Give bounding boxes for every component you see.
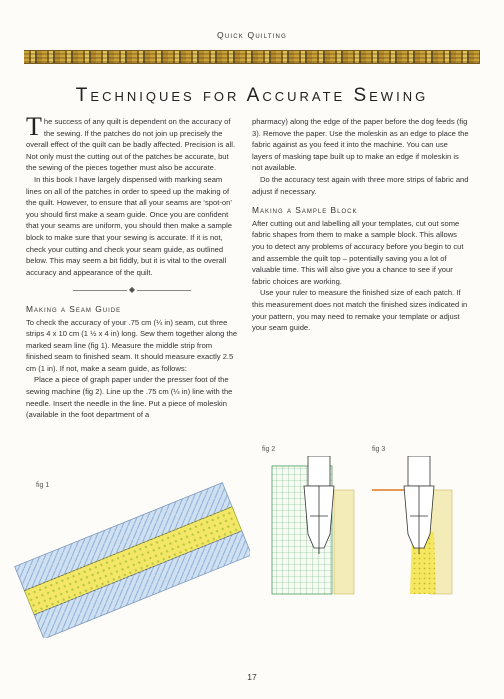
fig2-graph-paper-presser-foot xyxy=(264,456,364,596)
paragraph: Do the accuracy test again with three more strips of fabric and adjust if necessary. xyxy=(252,174,469,196)
fig1-label: fig 1 xyxy=(36,482,50,489)
dropcap: T xyxy=(26,112,42,141)
running-head: Quick Quilting xyxy=(217,30,287,40)
section-divider xyxy=(26,284,238,296)
fig1-sewn-strips-illustration xyxy=(14,478,250,638)
page-number: 17 xyxy=(247,672,257,682)
intro-paragraph xyxy=(26,112,238,174)
subhead-seam-guide: Making a Seam Guide xyxy=(26,303,122,314)
subhead-sample-block: Making a Sample Block xyxy=(252,205,358,216)
paragraph: After cutting out and labelling all your templates, cut out some fabric shapes from them to make a sample block. This allows you to detect any problems of accuracy before you begin to cut and assemble the quilt top – potentially saving you a lot of valuable time. This will also give you a chance to see if your fabric choices are working. xyxy=(252,218,464,286)
decorative-fabric-band xyxy=(24,50,480,64)
right-column xyxy=(252,116,470,334)
fig3-label: fig 3 xyxy=(372,446,386,453)
fig3-moleskin-guide xyxy=(372,456,476,596)
paragraph: To check the accuracy of your .75 cm (¼ in) seam, cut three strips 4 x 10 cm (1 ½ x 4 in) long. Sew them together along the marked seam line (fig 1). Measure the middle strip from finished seam to finished seam. It should measure exactly 2.5 cm (1 in). If not, make a seam guide, as follows: xyxy=(26,317,238,373)
paragraph: Use your ruler to measure the finished size of each patch. If this measurement does not match the finished sizes indicated in your pattern, you may need to remake your template or adjust your seam guide. xyxy=(252,288,468,333)
paragraph: In this book I have largely dispensed with marking seam lines on all of the patches in order to speed up the making of the quilt. However, to ensure that all your seams are ‘spot-on’ you should first make a seam guide. Once you are confident that your seams are uniform, you should then make a sample block to make sure that your sewing is accurate. If it is not, check your cutting and check your seam guide, as outlined below. This may seem a bit fiddly, but it is vital to the overall accuracy and appearance of the quilt. xyxy=(26,174,232,277)
page-title: Techniques for Accurate Sewing xyxy=(75,85,429,106)
paragraph: pharmacy) along the edge of the paper before the dog feeds (fig 3). Remove the paper. Use the moleskin as an edge to place the fabric against as you feed it into the machine. You can use layers of masking tape built up to make an edge if moleskin is not available. xyxy=(252,117,469,173)
intro-text: he success of any quilt is dependent on the accuracy of the sewing. If the patches do not join up precisely the overall effect of the quilt can be badly affected. Precision is all. Not only must the cutting out of the patches be accurate, but the sewing of the pieces together must also be accurate. xyxy=(26,117,236,173)
left-column xyxy=(26,112,238,421)
paragraph: Place a piece of graph paper under the presser foot of the sewing machine (fig 2). Line up the .75 cm (¼ in) line with the needle. Insert the needle in the line. Put a piece of moleskin (available in the foot department of a xyxy=(26,375,233,420)
divider-diamond-icon: ◆ xyxy=(128,285,136,295)
fig2-label: fig 2 xyxy=(262,446,276,453)
